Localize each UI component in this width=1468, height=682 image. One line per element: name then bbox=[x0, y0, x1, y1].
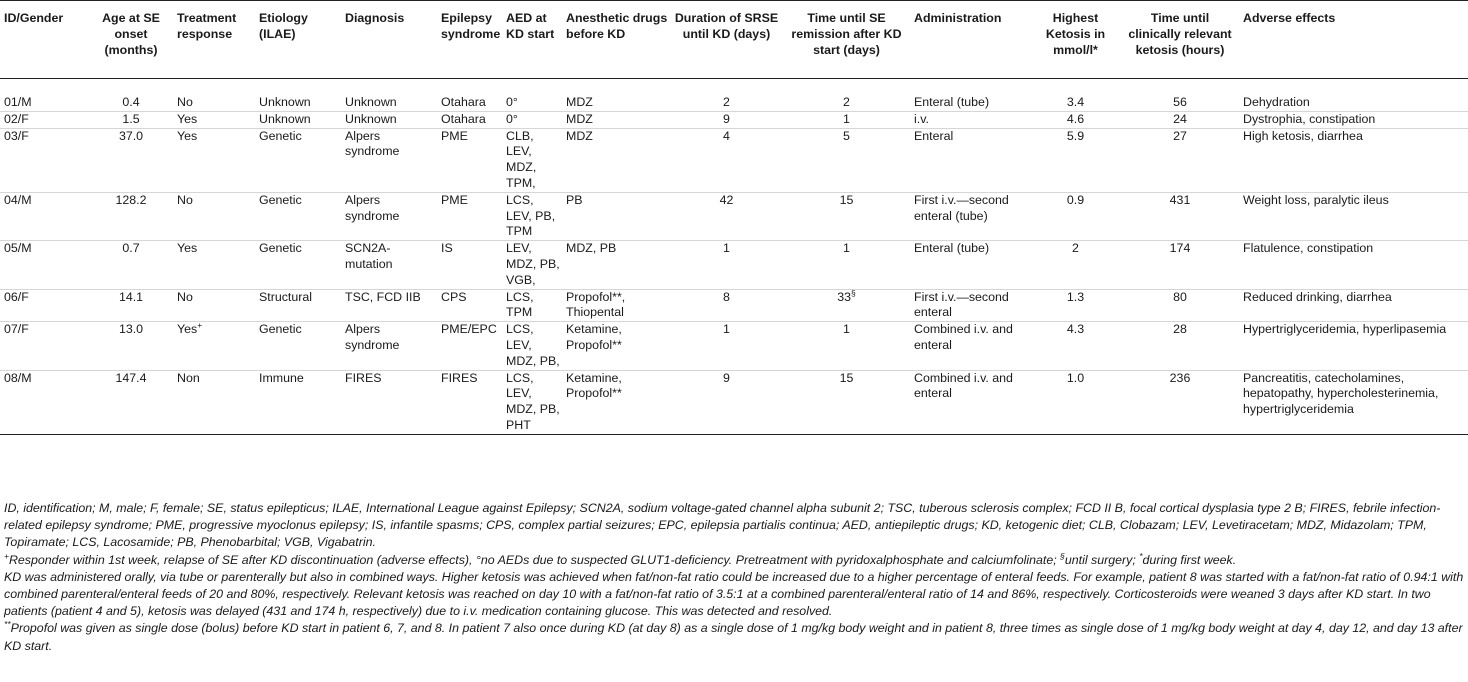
cell-etiology-text: Genetic bbox=[259, 192, 302, 207]
cell-remission bbox=[781, 322, 910, 370]
cell-time-ketosis bbox=[1119, 111, 1239, 128]
cell-aed bbox=[502, 111, 562, 128]
cell-time-ketosis-text: 431 bbox=[1169, 192, 1191, 207]
section-mark: § bbox=[1060, 550, 1065, 561]
cell-aed-text: LCS, LEV, MDZ, PB, bbox=[506, 322, 560, 368]
cell-remission bbox=[781, 111, 910, 128]
cell-id bbox=[0, 241, 87, 289]
cell-age-text: 147.4 bbox=[115, 370, 147, 385]
cell-etiology bbox=[255, 79, 341, 112]
cell-id-text: 06/F bbox=[4, 289, 29, 304]
cell-remission bbox=[781, 79, 910, 112]
cell-remission bbox=[781, 192, 910, 240]
cell-duration-text: 1 bbox=[723, 241, 730, 256]
cell-response bbox=[173, 192, 255, 240]
cell-anesthetic-text: Ketamine, Propofol** bbox=[566, 370, 622, 401]
header-adverse-effects: Adverse effects bbox=[1243, 11, 1336, 25]
cell-etiology-text: Unknown bbox=[259, 111, 311, 126]
cell-diagnosis bbox=[341, 241, 437, 289]
cell-aed bbox=[502, 370, 562, 434]
cell-diagnosis bbox=[341, 128, 437, 192]
cell-age bbox=[87, 289, 173, 322]
cell-syndrome bbox=[437, 241, 502, 289]
cell-etiology bbox=[255, 370, 341, 434]
cell-ketosis-text: 1.0 bbox=[1066, 370, 1085, 385]
cell-remission-text: 1 bbox=[843, 111, 850, 126]
cell-etiology bbox=[255, 322, 341, 370]
cell-duration bbox=[670, 128, 781, 192]
cell-administration bbox=[910, 241, 1030, 289]
cell-adverse bbox=[1239, 289, 1468, 322]
cell-diagnosis bbox=[341, 192, 437, 240]
cell-id bbox=[0, 79, 87, 112]
cell-duration bbox=[670, 192, 781, 240]
cell-aed-text: CLB, LEV, MDZ, TPM, bbox=[506, 128, 537, 190]
cell-response bbox=[173, 289, 255, 322]
cell-diagnosis bbox=[341, 289, 437, 322]
cell-time-ketosis bbox=[1119, 322, 1239, 370]
table-row bbox=[0, 241, 1468, 289]
cell-age-text: 13.0 bbox=[118, 322, 144, 337]
cell-aed bbox=[502, 128, 562, 192]
cell-anesthetic bbox=[562, 322, 670, 370]
cell-anesthetic-text: MDZ bbox=[566, 128, 593, 143]
cell-remission-text: 1 bbox=[843, 322, 850, 337]
cell-syndrome bbox=[437, 111, 502, 128]
cell-diagnosis-text: Alpers syndrome bbox=[345, 192, 400, 223]
cell-etiology-text: Structural bbox=[259, 289, 313, 304]
cell-age bbox=[87, 370, 173, 434]
cell-diagnosis bbox=[341, 322, 437, 370]
cell-syndrome-text: IS bbox=[441, 241, 453, 256]
cell-diagnosis-text: Alpers syndrome bbox=[345, 322, 400, 352]
cell-time-ketosis bbox=[1119, 289, 1239, 322]
cell-anesthetic bbox=[562, 111, 670, 128]
cell-administration bbox=[910, 79, 1030, 112]
cell-age bbox=[87, 128, 173, 192]
header-epilepsy-syndrome: Epilepsy syndrome bbox=[441, 11, 501, 41]
header-time-ketosis: Time until clinically relevant ketosis (hours) bbox=[1128, 11, 1232, 57]
cell-diagnosis-text: Unknown bbox=[345, 111, 397, 126]
cell-duration-text: 1 bbox=[723, 322, 730, 337]
cell-adverse-text: Weight loss, paralytic ileus bbox=[1243, 192, 1389, 207]
cell-syndrome-text: Otahara bbox=[441, 95, 486, 109]
cell-ketosis-text: 1.3 bbox=[1066, 289, 1085, 304]
cell-anesthetic-text: PB bbox=[566, 192, 583, 207]
cell-duration-text: 42 bbox=[719, 192, 734, 207]
cell-administration-text: Combined i.v. and enteral bbox=[914, 322, 1013, 352]
cell-duration-text: 2 bbox=[723, 95, 730, 109]
cell-ketosis-text: 2 bbox=[1072, 241, 1079, 256]
cell-aed bbox=[502, 322, 562, 370]
cell-administration-text: Combined i.v. and enteral bbox=[914, 370, 1013, 401]
cell-diagnosis-text: FIRES bbox=[345, 370, 382, 385]
header-administration: Administration bbox=[914, 11, 1002, 25]
header-treatment-response: Treatment response bbox=[177, 11, 237, 41]
cell-anesthetic-text: MDZ bbox=[566, 95, 593, 109]
symbols-text-2: until surgery; bbox=[1064, 552, 1140, 567]
cell-adverse bbox=[1239, 128, 1468, 192]
header-ketosis: Highest Ketosis in mmol/l* bbox=[1045, 11, 1106, 57]
plus-mark: + bbox=[4, 550, 9, 561]
cell-syndrome bbox=[437, 79, 502, 112]
cell-adverse bbox=[1239, 111, 1468, 128]
cell-etiology bbox=[255, 241, 341, 289]
cell-remission-text: 15 bbox=[839, 370, 854, 385]
cell-time-ketosis bbox=[1119, 370, 1239, 434]
cell-ketosis-text: 4.3 bbox=[1066, 322, 1085, 337]
footnotes bbox=[4, 500, 1464, 655]
cell-adverse-text: Dehydration bbox=[1243, 95, 1310, 109]
cell-time-ketosis-text: 27 bbox=[1173, 128, 1187, 143]
cell-administration-text: Enteral bbox=[914, 128, 954, 143]
cell-duration-text: 9 bbox=[723, 111, 730, 126]
cell-ketosis bbox=[1030, 289, 1119, 322]
cell-remission-text: 5 bbox=[843, 128, 850, 143]
header-etiology: Etiology (ILAE) bbox=[259, 11, 308, 41]
header-remission: Time until SE remission after KD start (days) bbox=[791, 11, 902, 57]
cell-remission-text: 2 bbox=[843, 95, 850, 109]
cell-ketosis-text: 5.9 bbox=[1066, 128, 1085, 143]
cell-response-text: Yes bbox=[177, 241, 198, 256]
cell-ketosis bbox=[1030, 370, 1119, 434]
cell-id-text: 01/M bbox=[4, 95, 32, 109]
cell-id bbox=[0, 111, 87, 128]
cell-syndrome bbox=[437, 192, 502, 240]
cell-aed bbox=[502, 192, 562, 240]
cell-time-ketosis bbox=[1119, 192, 1239, 240]
cell-ketosis bbox=[1030, 79, 1119, 112]
cell-time-ketosis bbox=[1119, 128, 1239, 192]
cell-diagnosis-text: Unknown bbox=[345, 95, 397, 109]
cell-aed-text: 0° bbox=[506, 111, 518, 126]
cell-ketosis bbox=[1030, 192, 1119, 240]
header-duration: Duration of SRSE until KD (days) bbox=[674, 11, 779, 41]
cell-duration-text: 4 bbox=[723, 128, 730, 143]
cell-age-text: 0.4 bbox=[122, 95, 140, 109]
cell-response bbox=[173, 79, 255, 112]
cell-anesthetic bbox=[562, 289, 670, 322]
cell-administration-text: Enteral (tube) bbox=[914, 241, 990, 256]
cell-age bbox=[87, 79, 173, 112]
cell-age-text: 0.7 bbox=[122, 241, 140, 256]
cell-adverse-text: High ketosis, diarrhea bbox=[1243, 128, 1363, 143]
cell-anesthetic bbox=[562, 128, 670, 192]
cell-id bbox=[0, 370, 87, 434]
cell-adverse-text: Flatulence, constipation bbox=[1243, 241, 1374, 256]
cell-diagnosis-text: Alpers syndrome bbox=[345, 128, 400, 159]
cell-syndrome bbox=[437, 322, 502, 370]
cell-remission bbox=[781, 289, 910, 322]
cell-syndrome-text: PME bbox=[441, 192, 468, 207]
cell-syndrome-text: FIRES bbox=[441, 370, 478, 385]
cell-age bbox=[87, 111, 173, 128]
cell-adverse bbox=[1239, 192, 1468, 240]
cell-etiology-text: Genetic bbox=[259, 241, 302, 256]
symbols-text-1: Responder within 1st week, relapse of SE after KD discontinuation (adverse effects), °no AEDs due to suspected GLUT1-deficiency. Pretreatment with pyridoxalphosphate and calciumfolinate; bbox=[8, 552, 1061, 567]
cell-duration-text: 9 bbox=[723, 370, 730, 385]
cell-administration bbox=[910, 322, 1030, 370]
cell-administration bbox=[910, 370, 1030, 434]
cell-remission bbox=[781, 241, 910, 289]
cell-administration-text: First i.v.—second enteral (tube) bbox=[914, 192, 1009, 223]
cell-anesthetic bbox=[562, 79, 670, 112]
cell-remission bbox=[781, 128, 910, 192]
cell-response-text: Non bbox=[177, 370, 200, 385]
cell-diagnosis-text: TSC, FCD IIB bbox=[345, 289, 421, 304]
cell-adverse-text: Hypertriglyceridemia, hyperlipasemia bbox=[1243, 322, 1447, 337]
cell-age-text: 37.0 bbox=[118, 128, 144, 143]
cell-response bbox=[173, 370, 255, 434]
cell-remission-text: 15 bbox=[839, 192, 854, 207]
table-row bbox=[0, 128, 1468, 192]
propofol-text: Propofol was given as single dose (bolus) before KD start in patient 6, 7, and 8. In patient 7 also once during KD (at day 8) as a single dose of 1 mg/kg body weight and in patient 8, three times as single dose of 1 mg/kg body weight at day 4, day 12, and day 13 after KD start. bbox=[4, 621, 1463, 653]
cell-syndrome-text: Otahara bbox=[441, 111, 486, 126]
cell-adverse bbox=[1239, 79, 1468, 112]
cell-syndrome-text: PME/EPC bbox=[441, 322, 497, 337]
cell-remission-footnote-mark: § bbox=[851, 287, 856, 298]
cell-syndrome bbox=[437, 128, 502, 192]
cell-id bbox=[0, 322, 87, 370]
cell-administration-text: i.v. bbox=[914, 111, 929, 126]
cell-aed-text: LCS, LEV, MDZ, PB, PHT bbox=[506, 370, 560, 432]
cell-response bbox=[173, 111, 255, 128]
cell-remission-text: 33 bbox=[837, 289, 852, 304]
cell-time-ketosis-text: 56 bbox=[1173, 95, 1187, 109]
cell-diagnosis bbox=[341, 111, 437, 128]
cell-aed-text: LCS, LEV, PB, TPM bbox=[506, 192, 556, 239]
header-anesthetic: Anesthetic drugs before KD bbox=[566, 11, 668, 41]
cell-aed-text: LEV, MDZ, PB, VGB, bbox=[506, 241, 560, 287]
table-row bbox=[0, 192, 1468, 240]
cell-ketosis bbox=[1030, 128, 1119, 192]
cell-duration bbox=[670, 79, 781, 112]
cell-etiology bbox=[255, 128, 341, 192]
cell-response-text: Yes bbox=[177, 322, 198, 337]
cell-age bbox=[87, 241, 173, 289]
table-row bbox=[0, 370, 1468, 434]
cell-id-text: 03/F bbox=[4, 128, 29, 143]
cell-aed bbox=[502, 79, 562, 112]
cell-adverse-text: Dystrophia, constipation bbox=[1243, 111, 1376, 126]
table-body bbox=[0, 79, 1468, 435]
table-row bbox=[0, 289, 1468, 322]
cell-anesthetic bbox=[562, 370, 670, 434]
cell-aed-text: 0° bbox=[506, 95, 518, 109]
cell-response-text: Yes bbox=[177, 111, 198, 126]
cell-remission bbox=[781, 370, 910, 434]
cell-response bbox=[173, 241, 255, 289]
cell-ketosis bbox=[1030, 322, 1119, 370]
cell-ketosis-text: 4.6 bbox=[1066, 111, 1085, 126]
cell-syndrome-text: CPS bbox=[441, 289, 467, 304]
cell-etiology-text: Genetic bbox=[259, 128, 302, 143]
abbreviations-note: ID, identification; M, male; F, female; SE, status epilepticus; ILAE, International League against Epilepsy; SCN2A, sodium voltage-gated channel alpha subunit 2; TSC, tuberous sclerosis complex; FCD II B, focal cortical dysplasia type 2 B; FIRES, febrile infection-related epilepsy syndrome; PME, progressive myoclonus epilepsy; IS, infantile spasms; CPS, complex partial seizures; EPC, epilepsia partialis continua; AED, antiepileptic drugs; KD, ketogenic diet; CLB, Clobazam; LEV, Levetiracetam; MDZ, Midazolam; TPM, Topiramate; LCS, Lacosamide; PB, Phenobarbital; VGB, Vigabatrin. bbox=[4, 501, 1441, 550]
cell-duration bbox=[670, 322, 781, 370]
symbols-text-3: during first week. bbox=[1142, 552, 1237, 567]
cell-ketosis bbox=[1030, 111, 1119, 128]
double-asterisk-mark: ** bbox=[4, 619, 11, 630]
cell-ketosis-text: 0.9 bbox=[1066, 192, 1085, 207]
cell-administration bbox=[910, 289, 1030, 322]
cell-anesthetic-text: MDZ bbox=[566, 111, 593, 126]
cell-duration bbox=[670, 241, 781, 289]
cell-adverse bbox=[1239, 241, 1468, 289]
cell-duration-text: 8 bbox=[723, 289, 730, 304]
cell-age-text: 1.5 bbox=[122, 111, 140, 126]
cell-id bbox=[0, 128, 87, 192]
cell-adverse-text: Reduced drinking, diarrhea bbox=[1243, 289, 1392, 304]
table-row bbox=[0, 111, 1468, 128]
cell-adverse bbox=[1239, 322, 1468, 370]
cell-aed bbox=[502, 241, 562, 289]
cell-administration bbox=[910, 111, 1030, 128]
cell-aed bbox=[502, 289, 562, 322]
cell-syndrome-text: PME bbox=[441, 128, 468, 143]
cell-etiology bbox=[255, 192, 341, 240]
cell-id bbox=[0, 192, 87, 240]
cell-anesthetic bbox=[562, 192, 670, 240]
cell-syndrome bbox=[437, 370, 502, 434]
cell-id-text: 08/M bbox=[4, 370, 32, 385]
table-row bbox=[0, 79, 1468, 112]
cell-duration bbox=[670, 289, 781, 322]
cell-duration bbox=[670, 370, 781, 434]
header-age: Age at SE onset (months) bbox=[102, 11, 160, 57]
cell-anesthetic-text: MDZ, PB bbox=[566, 241, 617, 256]
cell-time-ketosis bbox=[1119, 79, 1239, 112]
cell-response-footnote-mark: + bbox=[197, 320, 203, 331]
cell-syndrome bbox=[437, 289, 502, 322]
cell-time-ketosis-text: 80 bbox=[1173, 289, 1187, 304]
cell-age-text: 128.2 bbox=[115, 192, 147, 207]
cell-anesthetic-text: Ketamine, Propofol** bbox=[566, 322, 622, 352]
kd-note: KD was administered orally, via tube or parenterally but also in combined ways. Higher ketosis was achieved when fat/non-fat ratio could be increased due to a higher percentage of enteral feeds. For example, patient 8 was started with a fat/non-fat ratio of 0.94:1 with combined parenteral/enteral feeds of 20 and 80%, respectively. Relevant ketosis was reached on day 10 with a fat/non-fat ratio of 3.5:1 at a combined parenteral/enteral ratio of 14 and 86%, respectively. Corticosteroids were weaned 3 days after KD start. In two patients (patient 4 and 5), ketosis was delayed (431 and 174 h, respectively) due to i.v. medication containing glucose. This was detected and resolved. bbox=[4, 569, 1464, 619]
propofol-note bbox=[4, 620, 1464, 654]
cell-age bbox=[87, 192, 173, 240]
header-id-gender: ID/Gender bbox=[4, 11, 64, 25]
symbols-note bbox=[4, 552, 1464, 569]
cell-response bbox=[173, 322, 255, 370]
table-row bbox=[0, 322, 1468, 370]
cell-remission-text: 1 bbox=[843, 241, 850, 256]
cell-response-text: No bbox=[177, 192, 193, 207]
cell-time-ketosis-text: 24 bbox=[1173, 111, 1187, 126]
cell-id-text: 02/F bbox=[4, 111, 29, 126]
cell-response-text: Yes bbox=[177, 128, 198, 143]
cell-duration bbox=[670, 111, 781, 128]
cell-id bbox=[0, 289, 87, 322]
cell-response-text: No bbox=[177, 289, 193, 304]
header-aed: AED at KD start bbox=[506, 11, 555, 41]
cell-adverse bbox=[1239, 370, 1468, 434]
cell-diagnosis bbox=[341, 370, 437, 434]
cell-ketosis-text: 3.4 bbox=[1066, 95, 1085, 109]
cell-administration bbox=[910, 128, 1030, 192]
cell-etiology-text: Unknown bbox=[259, 95, 311, 109]
cell-age-text: 14.1 bbox=[118, 289, 144, 304]
cell-etiology bbox=[255, 111, 341, 128]
cell-diagnosis bbox=[341, 79, 437, 112]
cell-aed-text: LCS, TPM bbox=[506, 289, 534, 320]
cell-id-text: 04/M bbox=[4, 192, 32, 207]
cell-time-ketosis-text: 28 bbox=[1173, 322, 1187, 337]
cell-response bbox=[173, 128, 255, 192]
header-diagnosis: Diagnosis bbox=[345, 11, 405, 25]
asterisk-mark: * bbox=[1139, 550, 1143, 561]
cell-adverse-text: Pancreatitis, catecholamines, hepatopathy, hypercholesterinemia, hypertriglyceridemia bbox=[1243, 370, 1439, 417]
cell-administration-text: Enteral (tube) bbox=[914, 95, 990, 109]
cell-id-text: 05/M bbox=[4, 241, 32, 256]
cell-time-ketosis-text: 236 bbox=[1169, 370, 1191, 385]
cell-anesthetic bbox=[562, 241, 670, 289]
cell-etiology-text: Immune bbox=[259, 370, 304, 385]
cell-age bbox=[87, 322, 173, 370]
cell-response-text: No bbox=[177, 95, 193, 109]
cell-etiology bbox=[255, 289, 341, 322]
cell-diagnosis-text: SCN2A-mutation bbox=[345, 241, 393, 271]
header-row bbox=[0, 1, 1468, 79]
cell-ketosis bbox=[1030, 241, 1119, 289]
cell-administration bbox=[910, 192, 1030, 240]
cell-id-text: 07/F bbox=[4, 322, 29, 337]
cell-administration-text: First i.v.—second enteral bbox=[914, 289, 1009, 320]
cell-etiology-text: Genetic bbox=[259, 322, 302, 337]
cell-anesthetic-text: Propofol**, Thiopental bbox=[566, 289, 626, 320]
cell-time-ketosis bbox=[1119, 241, 1239, 289]
cell-time-ketosis-text: 174 bbox=[1169, 241, 1191, 256]
